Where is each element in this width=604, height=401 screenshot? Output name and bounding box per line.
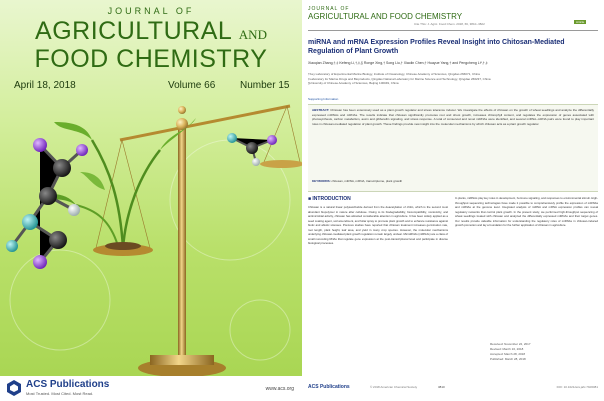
- supporting-info-link[interactable]: Supporting Information: [308, 97, 339, 101]
- cover-journal-title-line1: [0, 17, 302, 46]
- keywords-label: KEYWORDS:: [312, 179, 331, 183]
- abstract: [312, 108, 594, 126]
- article-first-page: [302, 0, 604, 401]
- abstract-box: [308, 104, 598, 192]
- cover-issue-date: April 18, 2018: [14, 80, 76, 91]
- introduction-column-2: In plants, miRNAs play key roles in development, hormone signaling, and responses to environmental stimuli. High-throughput sequencing technologies have made it possible to comprehensively profile the expression of miRNAs and mRNAs at the genome level. Integrated analysis of miRNA and mRNA expression profiles can reveal regulatory networks that control plant growth. In the present study, we performed high-throughput sequencing of wheat seedlings treated with chitosan and analyzed the differentially expressed miRNAs and their target genes. Our results provide valuable information for understanding the regulatory roles of miRNAs in chitosan-induced growth promotion and lay a foundation for the further application of chitosan in agriculture.: [455, 196, 598, 228]
- affiliation-1: †Key Laboratory of Experimental Marine Biology, Institute of Oceanology, Chinese Academy of Sciences, Qingdao 266071, China: [308, 72, 480, 76]
- cover-title-and: AND: [238, 27, 267, 42]
- cover-publisher-tagline: Most Trusted. Most Cited. Most Read.: [26, 391, 94, 396]
- acs-logo-icon: [6, 379, 22, 397]
- cover-title-agricultural: AGRICULTURAL: [35, 17, 232, 45]
- page-journal-name: AGRICULTURAL AND FOOD CHEMISTRY: [308, 12, 463, 21]
- affiliation-3: §University of Chinese Academy of Sciences, Beijing 100049, China: [308, 81, 399, 85]
- cover-journal-prefix: JOURNAL OF: [107, 6, 195, 16]
- abstract-label: ABSTRACT:: [312, 108, 330, 112]
- keywords: [312, 179, 594, 183]
- page-footer: [308, 382, 598, 396]
- received-date: Received: November 22, 2017: [490, 342, 531, 346]
- footer-doi: DOI: 10.1021/acs.jafc.7b06081: [556, 385, 598, 389]
- introduction-column-1: Chitosan is a natural linear polysaccharide derived from the deacetylation of chitin, which is the second most abundant biopolymer in nature after cellulose. Owing to its biodegradability, biocompatibility, nontoxicity, and antimicrobial activity, chitosan has attracted considerable attention in agriculture. It has been widely applied as a seed coating agent, soil amendment, and foliar spray to promote plant growth and to enhance resistance against biotic and abiotic stresses. Previous studies have reported that chitosan treatment increases germination rate, root length, plant height, leaf area, and yield in many crop species. However, the molecular mechanisms underlying chitosan-mediated plant growth regulation remain largely unclear. MicroRNAs (miRNAs) are a class of small noncoding RNAs that regulate gene expression at the post-transcriptional level and participate in diverse biological processes.: [308, 205, 448, 246]
- article-type-badge: Article: [576, 20, 585, 24]
- molecule-model-icon: [6, 138, 88, 269]
- cover-publisher: ACS Publications: [26, 379, 110, 390]
- affiliations: [308, 72, 570, 86]
- header-divider: [308, 30, 598, 31]
- published-date: Published: March 28, 2018: [490, 357, 526, 361]
- cover-volume: Volume 66: [168, 80, 216, 91]
- publication-history: [490, 342, 598, 372]
- author-list: Xiaoqian Zhang,†,‡ Kefeng Li,†,‡,§ Ronge Xing,† Song Liu,† Xiaolin Chen,† Huayue Yang,† and Pengcheng Li*,†,‡: [308, 61, 488, 65]
- footer-publisher-logo: ACS Publications: [308, 384, 350, 390]
- cover-journal-title-line2: FOOD CHEMISTRY: [34, 45, 268, 73]
- accepted-date: Accepted: March 28, 2018: [490, 352, 526, 356]
- cover-number: Number 15: [240, 80, 290, 91]
- revised-date: Revised: March 16, 2018: [490, 347, 524, 351]
- cover-footer: [0, 376, 302, 401]
- abstract-body: Chitosan has been extensively used as a plant growth regulator and stress tolerance inducer. We investigate the effects of chitosan on the growth of wheat seedlings and analyze the differentially expressed miRNAs and mRNAs. The results indicate that chitosan significantly promotes root and shoot growth, increases chlorophyll content, and regulates the expression of genes associated with photosynthesis, carbon metabolism, auxin and gibberellin signaling, and stress response. A total of conserved and novel miRNAs were identified, and several miRNA–mRNA pairs were found to play important roles in chitosan-mediated regulation of plant growth. These findings provide new insight into the molecular mechanisms by which chitosan acts as a plant growth regulator.: [312, 108, 594, 126]
- footer-page-number: 3810: [438, 385, 445, 389]
- affiliation-2: ‡Laboratory for Marine Drugs and Bioproducts, Qingdao National Laboratory for Marine Science and Technology, Qingdao 266237, China: [308, 76, 491, 81]
- page-journal-prefix: JOURNAL OF: [308, 6, 350, 12]
- keywords-list: chitosan, miRNA, mRNA, transcriptome, plant growth: [331, 179, 403, 183]
- citation-line: Cite This: J. Agric. Food Chem. 2018, 66, 3810−3822: [414, 22, 485, 26]
- footer-copyright: © 2018 American Chemical Society: [370, 385, 418, 389]
- cover-url: www.acs.org: [265, 386, 294, 392]
- introduction-heading: ■ INTRODUCTION: [308, 196, 351, 202]
- article-title: miRNA and mRNA Expression Profiles Reveal Insight into Chitosan-Mediated Regulation of Plant Growth: [308, 39, 565, 55]
